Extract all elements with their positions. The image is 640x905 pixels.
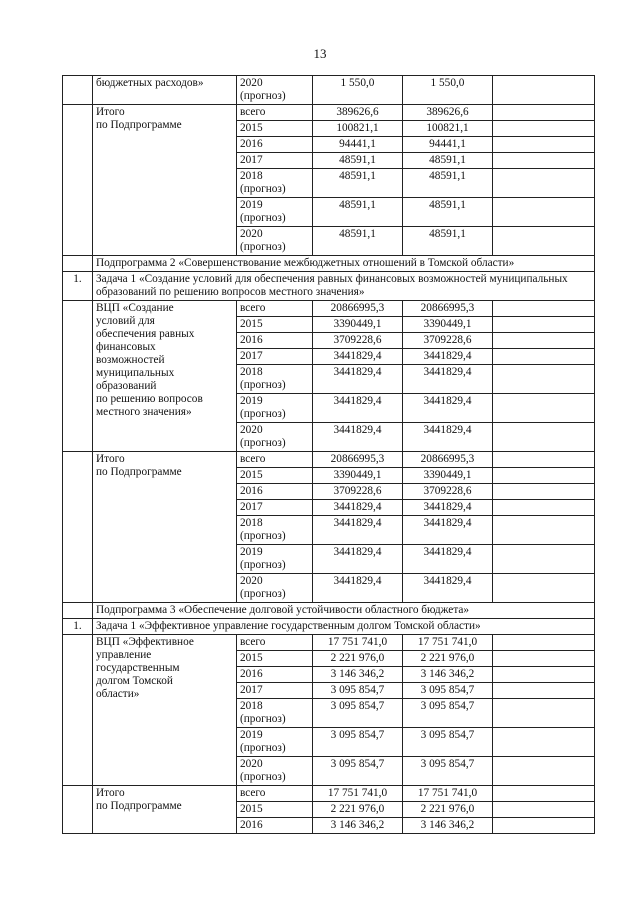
section-title: Задача 1 «Эффективное управление государственным долгом Томской области»: [93, 619, 595, 635]
value-regional: 3441829,4: [403, 394, 493, 423]
value-total: 94441,1: [313, 137, 403, 153]
year-cell: [237, 728, 313, 757]
forecast-note: (прогноз): [240, 588, 286, 600]
value-other: [493, 757, 595, 786]
year-label: всего: [240, 453, 266, 465]
value-regional: 3 146 346,2: [403, 667, 493, 683]
value-total: 3441829,4: [313, 394, 403, 423]
value-other: [493, 545, 595, 574]
table-row: [63, 786, 595, 802]
value-other: [493, 121, 595, 137]
value-regional: 48591,1: [403, 227, 493, 256]
value-regional: 3709228,6: [403, 333, 493, 349]
year-cell: [237, 333, 313, 349]
value-regional: 94441,1: [403, 137, 493, 153]
value-regional: 48591,1: [403, 198, 493, 227]
year-cell: [237, 105, 313, 121]
value-other: [493, 137, 595, 153]
year-label: 2016: [240, 334, 263, 346]
value-other: [493, 333, 595, 349]
forecast-note: (прогноз): [240, 713, 286, 725]
forecast-note: (прогноз): [240, 241, 286, 253]
year-cell: [237, 452, 313, 468]
value-other: [493, 169, 595, 198]
value-total: 3 095 854,7: [313, 728, 403, 757]
value-total: 3 146 346,2: [313, 667, 403, 683]
value-total: 3 146 346,2: [313, 818, 403, 834]
year-cell: [237, 198, 313, 227]
value-total: 48591,1: [313, 153, 403, 169]
section-row: [63, 256, 595, 272]
year-cell: [237, 545, 313, 574]
year-label: 2016: [240, 485, 263, 497]
value-regional: 3 095 854,7: [403, 728, 493, 757]
year-label: 2016: [240, 819, 263, 831]
year-cell: [237, 651, 313, 667]
value-other: [493, 699, 595, 728]
row-number: [63, 256, 93, 272]
year-cell: [237, 574, 313, 603]
value-other: [493, 76, 595, 105]
year-label: 2020: [240, 758, 263, 770]
year-cell: [237, 667, 313, 683]
row-number: [63, 452, 93, 603]
year-label: 2017: [240, 684, 263, 696]
year-cell: [237, 349, 313, 365]
row-number: [63, 786, 93, 834]
value-other: [493, 153, 595, 169]
value-regional: 3390449,1: [403, 468, 493, 484]
value-total: 3390449,1: [313, 317, 403, 333]
value-other: [493, 500, 595, 516]
year-cell: [237, 153, 313, 169]
value-total: 3441829,4: [313, 545, 403, 574]
value-regional: 48591,1: [403, 153, 493, 169]
value-total: 3390449,1: [313, 468, 403, 484]
year-cell: [237, 516, 313, 545]
value-regional: 2 221 976,0: [403, 802, 493, 818]
year-label: всего: [240, 302, 266, 314]
table-row: [63, 76, 595, 105]
value-total: 48591,1: [313, 169, 403, 198]
row-number: [63, 76, 93, 105]
year-label: всего: [240, 636, 266, 648]
value-total: 20866995,3: [313, 301, 403, 317]
value-total: 17 751 741,0: [313, 786, 403, 802]
budget-table-body: [63, 76, 595, 834]
year-cell: [237, 365, 313, 394]
value-regional: 3709228,6: [403, 484, 493, 500]
forecast-note: (прогноз): [240, 379, 286, 391]
value-total: 3441829,4: [313, 423, 403, 452]
year-label: всего: [240, 787, 266, 799]
row-number: [63, 603, 93, 619]
value-other: [493, 728, 595, 757]
row-number: 1.: [63, 619, 93, 635]
year-label: всего: [240, 106, 266, 118]
row-number: [63, 105, 93, 256]
year-label: 2017: [240, 154, 263, 166]
value-regional: 1 550,0: [403, 76, 493, 105]
year-cell: [237, 301, 313, 317]
section-title: Задача 1 «Создание условий для обеспечения равных финансовых возможностей муниципальных образований по решению вопросов местного значения»: [93, 272, 595, 301]
forecast-note: (прогноз): [240, 408, 286, 420]
value-other: [493, 452, 595, 468]
value-total: 3 095 854,7: [313, 683, 403, 699]
value-regional: 3441829,4: [403, 423, 493, 452]
value-total: 2 221 976,0: [313, 802, 403, 818]
section-row: [63, 603, 595, 619]
value-other: [493, 365, 595, 394]
year-cell: [237, 757, 313, 786]
value-regional: 3441829,4: [403, 574, 493, 603]
value-total: 3441829,4: [313, 574, 403, 603]
value-other: [493, 105, 595, 121]
section-row: [63, 619, 595, 635]
row-number: 1.: [63, 272, 93, 301]
value-other: [493, 635, 595, 651]
year-label: 2015: [240, 318, 263, 330]
value-total: 3709228,6: [313, 484, 403, 500]
value-regional: 17 751 741,0: [403, 635, 493, 651]
value-regional: 48591,1: [403, 169, 493, 198]
value-regional: 3441829,4: [403, 500, 493, 516]
value-total: 48591,1: [313, 198, 403, 227]
year-cell: [237, 683, 313, 699]
year-cell: [237, 227, 313, 256]
year-cell: [237, 317, 313, 333]
forecast-note: (прогноз): [240, 183, 286, 195]
value-other: [493, 651, 595, 667]
item-name: Итого по Подпрограмме: [93, 786, 237, 834]
value-total: 100821,1: [313, 121, 403, 137]
value-other: [493, 349, 595, 365]
item-name: бюджетных расходов»: [93, 76, 237, 105]
value-other: [493, 802, 595, 818]
year-label: 2019: [240, 546, 263, 558]
value-total: 48591,1: [313, 227, 403, 256]
forecast-note: (прогноз): [240, 212, 286, 224]
year-label: 2015: [240, 469, 263, 481]
table-row: [63, 105, 595, 121]
value-total: 3 095 854,7: [313, 757, 403, 786]
value-total: 20866995,3: [313, 452, 403, 468]
item-name: Итого по Подпрограмме: [93, 105, 237, 256]
year-cell: [237, 394, 313, 423]
value-other: [493, 301, 595, 317]
section-title: Подпрограмма 2 «Совершенствование межбюджетных отношений в Томской области»: [93, 256, 595, 272]
value-total: 3441829,4: [313, 349, 403, 365]
budget-table: [62, 75, 595, 834]
value-regional: 3 095 854,7: [403, 683, 493, 699]
forecast-note: (прогноз): [240, 90, 286, 102]
item-name: ВЦП «Создание условий для обеспечения равных финансовых возможностей муниципальных образований по решению вопросов местного значения»: [93, 301, 237, 452]
value-other: [493, 574, 595, 603]
year-label: 2016: [240, 138, 263, 150]
forecast-note: (прогноз): [240, 742, 286, 754]
year-label: 2019: [240, 199, 263, 211]
year-cell: [237, 121, 313, 137]
forecast-note: (прогноз): [240, 771, 286, 783]
value-regional: 3441829,4: [403, 545, 493, 574]
forecast-note: (прогноз): [240, 559, 286, 571]
value-other: [493, 198, 595, 227]
value-regional: 100821,1: [403, 121, 493, 137]
value-regional: 20866995,3: [403, 301, 493, 317]
year-label: 2015: [240, 652, 263, 664]
value-total: 389626,6: [313, 105, 403, 121]
value-regional: 2 221 976,0: [403, 651, 493, 667]
value-total: 3441829,4: [313, 516, 403, 545]
year-label: 2018: [240, 517, 263, 529]
value-total: 3709228,6: [313, 333, 403, 349]
year-cell: [237, 818, 313, 834]
year-cell: [237, 500, 313, 516]
value-regional: 3441829,4: [403, 516, 493, 545]
value-regional: 3390449,1: [403, 317, 493, 333]
table-row: [63, 301, 595, 317]
year-label: 2019: [240, 729, 263, 741]
forecast-note: (прогноз): [240, 530, 286, 542]
year-cell: [237, 468, 313, 484]
year-label: 2017: [240, 350, 263, 362]
value-other: [493, 484, 595, 500]
value-total: 2 221 976,0: [313, 651, 403, 667]
value-regional: 3 146 346,2: [403, 818, 493, 834]
item-name: Итого по Подпрограмме: [93, 452, 237, 603]
value-total: 17 751 741,0: [313, 635, 403, 651]
value-total: 3 095 854,7: [313, 699, 403, 728]
row-number: [63, 635, 93, 786]
section-title: Подпрограмма 3 «Обеспечение долговой устойчивости областного бюджета»: [93, 603, 595, 619]
page-number: 13: [313, 46, 327, 61]
forecast-note: (прогноз): [240, 437, 286, 449]
year-label: 2018: [240, 366, 263, 378]
value-other: [493, 683, 595, 699]
year-label: 2017: [240, 501, 263, 513]
year-label: 2018: [240, 700, 263, 712]
value-regional: 389626,6: [403, 105, 493, 121]
value-regional: 3441829,4: [403, 365, 493, 394]
year-cell: [237, 699, 313, 728]
value-other: [493, 818, 595, 834]
value-other: [493, 317, 595, 333]
value-total: 3441829,4: [313, 365, 403, 394]
year-label: 2020: [240, 228, 263, 240]
year-label: 2015: [240, 122, 263, 134]
value-regional: 3 095 854,7: [403, 757, 493, 786]
year-cell: [237, 786, 313, 802]
value-other: [493, 468, 595, 484]
year-cell: [237, 76, 313, 105]
year-label: 2020: [240, 77, 263, 89]
year-cell: [237, 169, 313, 198]
value-other: [493, 394, 595, 423]
value-regional: 3441829,4: [403, 349, 493, 365]
year-label: 2015: [240, 803, 263, 815]
year-label: 2020: [240, 424, 263, 436]
value-regional: 3 095 854,7: [403, 699, 493, 728]
year-cell: [237, 484, 313, 500]
value-other: [493, 423, 595, 452]
year-label: 2016: [240, 668, 263, 680]
value-total: 3441829,4: [313, 500, 403, 516]
year-label: 2018: [240, 170, 263, 182]
year-label: 2019: [240, 395, 263, 407]
year-cell: [237, 423, 313, 452]
year-cell: [237, 802, 313, 818]
value-other: [493, 786, 595, 802]
value-regional: 17 751 741,0: [403, 786, 493, 802]
value-total: 1 550,0: [313, 76, 403, 105]
year-label: 2020: [240, 575, 263, 587]
item-name: ВЦП «Эффективное управление государственным долгом Томской области»: [93, 635, 237, 786]
value-other: [493, 667, 595, 683]
value-other: [493, 227, 595, 256]
value-regional: 20866995,3: [403, 452, 493, 468]
section-row: [63, 272, 595, 301]
value-other: [493, 516, 595, 545]
table-row: [63, 635, 595, 651]
year-cell: [237, 635, 313, 651]
year-cell: [237, 137, 313, 153]
table-row: [63, 452, 595, 468]
row-number: [63, 301, 93, 452]
